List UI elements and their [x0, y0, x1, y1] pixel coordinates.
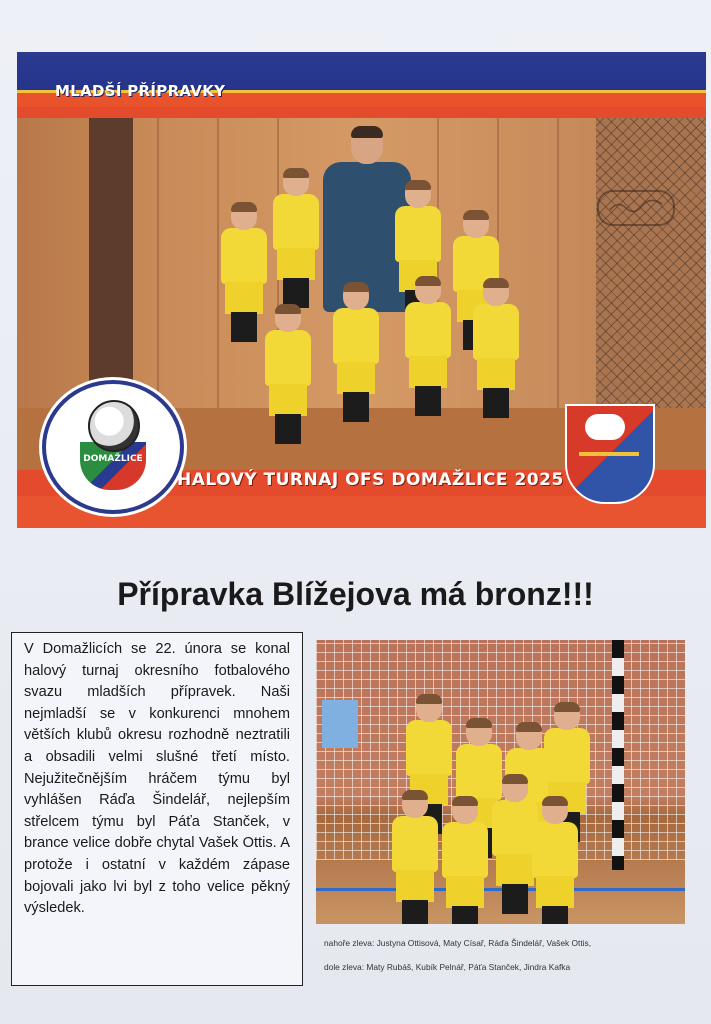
article-box — [11, 632, 303, 986]
football-icon — [88, 400, 140, 452]
article-text: V Domažlicích se 22. února se konal halový turnaj okresního fotbalového svazu mladších přípravek. Naši nejmladší se v konkurenci mnohem větších klubů okresu rozhodně neztratili a obsadili velmi slušné třetí místo. Nejužitečnějším hráčem týmu byl vyhlášen Ráďa Šindelář, nejlepším střelcem týmu byl Páťa Stanček, v brance velice dobře chytal Vašek Ottis. A protože i ostatní v každém zápase bojovali jako lvi byl z toho velice pěkný výsledek. — [24, 641, 290, 917]
medal-photo — [316, 640, 685, 924]
goal-post — [612, 640, 624, 870]
caption-top-row: nahoře zleva: Justyna Ottisová, Maty Císař, Ráďa Šindelář, Vašek Ottis, — [324, 938, 592, 948]
tournament-title: HALOVÝ TURNAJ OFS DOMAŽLICE 2025 — [177, 470, 564, 490]
logo-text: DOMAŽLICE — [83, 454, 143, 464]
branch-icon — [579, 452, 639, 456]
caption-bottom-row: dole zleva: Maty Rubáš, Kubík Pelnář, Páťa Stanček, Jindra Kafka — [324, 962, 571, 972]
club-logo — [42, 380, 184, 514]
photographer-stamp — [597, 190, 675, 226]
category-label: MLADŠÍ PŘÍPRAVKY — [55, 82, 226, 100]
team-photo-banner — [17, 52, 706, 528]
municipal-crest-icon — [565, 404, 655, 504]
ram-icon — [585, 414, 625, 440]
article-headline: Přípravka Blížejova má bronz!!! — [117, 576, 594, 612]
